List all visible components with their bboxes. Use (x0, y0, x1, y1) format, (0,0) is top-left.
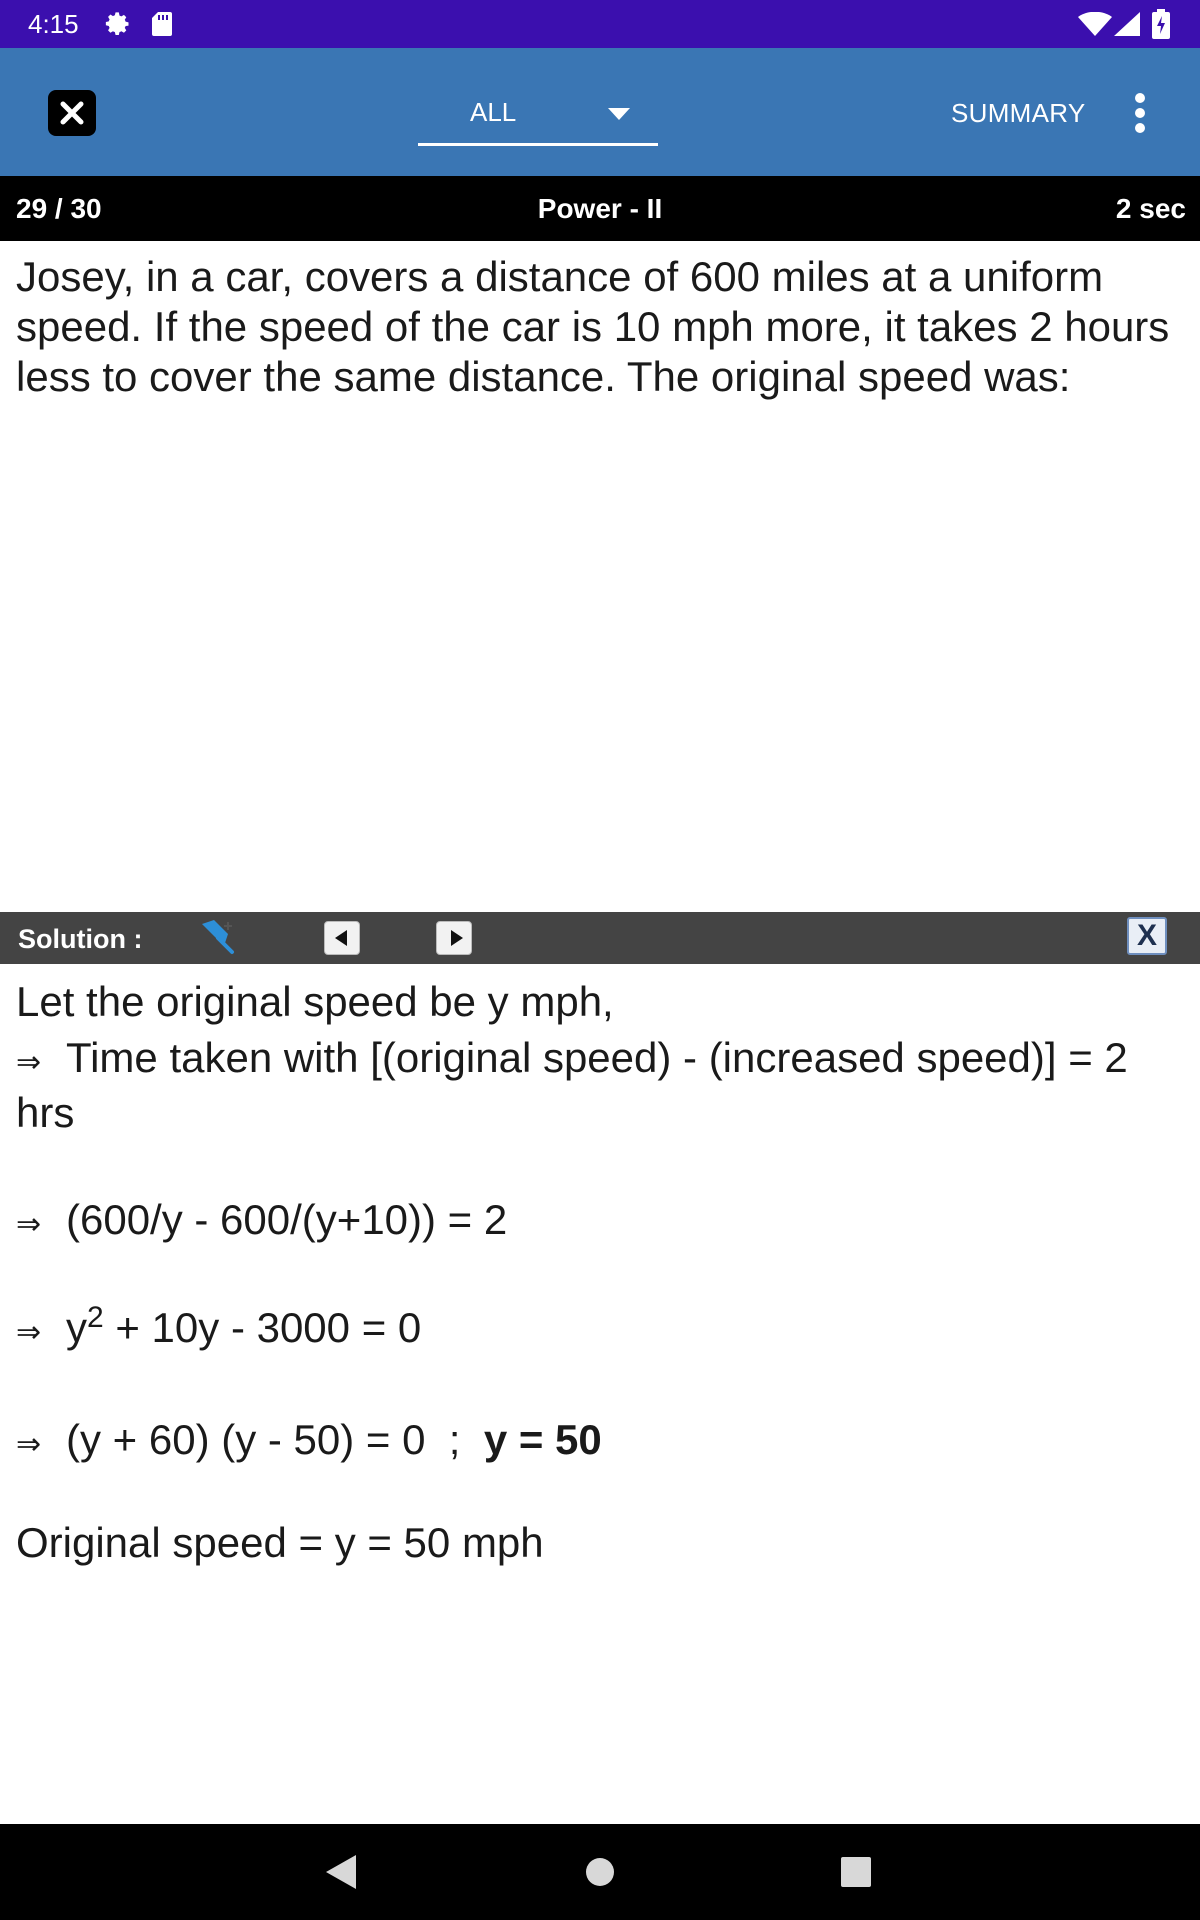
solution-line-5-text: (y + 60) (y - 50) = 0 ; (66, 1416, 484, 1463)
status-bar (0, 0, 1200, 48)
implies-arrow: ⇒ (16, 1046, 42, 1079)
solution-line-3 (16, 1195, 507, 1250)
question-text: Josey, in a car, covers a distance of 600 miles at a uniform speed. If the speed of the car is 10 mph more, it takes 2 hours less to cover the same distance. The original speed was: (16, 253, 1170, 400)
recents-icon[interactable] (841, 1857, 871, 1892)
prev-solution-button[interactable] (324, 921, 360, 955)
solution-line-4 (16, 1303, 421, 1358)
implies-arrow: ⇒ (16, 1316, 42, 1349)
solution-label: Solution : (18, 924, 143, 954)
implies-arrow: ⇒ (16, 1208, 42, 1241)
signal-icon (1114, 12, 1140, 41)
status-time: 4:15 (28, 9, 79, 39)
sd-card-icon (150, 11, 174, 42)
back-icon[interactable] (326, 1855, 356, 1894)
close-icon (60, 101, 84, 130)
solution-line-4-rest: + 10y - 3000 = 0 (103, 1304, 422, 1351)
dropdown-caret-icon[interactable] (608, 107, 630, 125)
solution-line-2-text: Time taken with [(original speed) - (increased speed)] = 2 hrs (16, 1034, 1128, 1136)
solution-line-3-text: (600/y - 600/(y+10)) = 2 (66, 1196, 508, 1243)
filter-dropdown-underline (418, 143, 658, 146)
solution-line-2 (16, 1033, 1186, 1138)
close-solution-button[interactable] (1127, 917, 1167, 955)
home-icon[interactable] (585, 1857, 615, 1892)
question-topic: Power - II (537, 193, 663, 224)
close-icon: X (1136, 919, 1157, 952)
pin-icon[interactable] (198, 918, 238, 961)
next-arrow-icon (449, 930, 463, 951)
filter-dropdown-value[interactable]: ALL (470, 97, 517, 127)
solution-line-1: Let the original speed be y mph, (16, 978, 614, 1025)
wifi-icon (1078, 12, 1112, 41)
next-solution-button[interactable] (436, 921, 472, 955)
battery-icon (1152, 9, 1170, 44)
implies-arrow: ⇒ (16, 1428, 42, 1461)
more-vert-icon[interactable] (1130, 92, 1150, 134)
solution-line-5 (16, 1415, 602, 1470)
solution-line-6: Original speed = y = 50 mph (16, 1519, 544, 1566)
close-button[interactable] (48, 90, 96, 136)
solution-line-4-base: y (66, 1304, 87, 1351)
question-timer: 2 sec (1115, 193, 1186, 224)
solution-line-4-exponent: 2 (87, 1301, 104, 1334)
question-counter: 29 / 30 (16, 193, 102, 224)
gear-icon (104, 10, 132, 43)
solution-answer: y = 50 (483, 1416, 602, 1463)
solution-toolbar (0, 912, 1200, 964)
summary-button[interactable]: SUMMARY (951, 98, 1086, 128)
prev-arrow-icon (335, 930, 349, 951)
